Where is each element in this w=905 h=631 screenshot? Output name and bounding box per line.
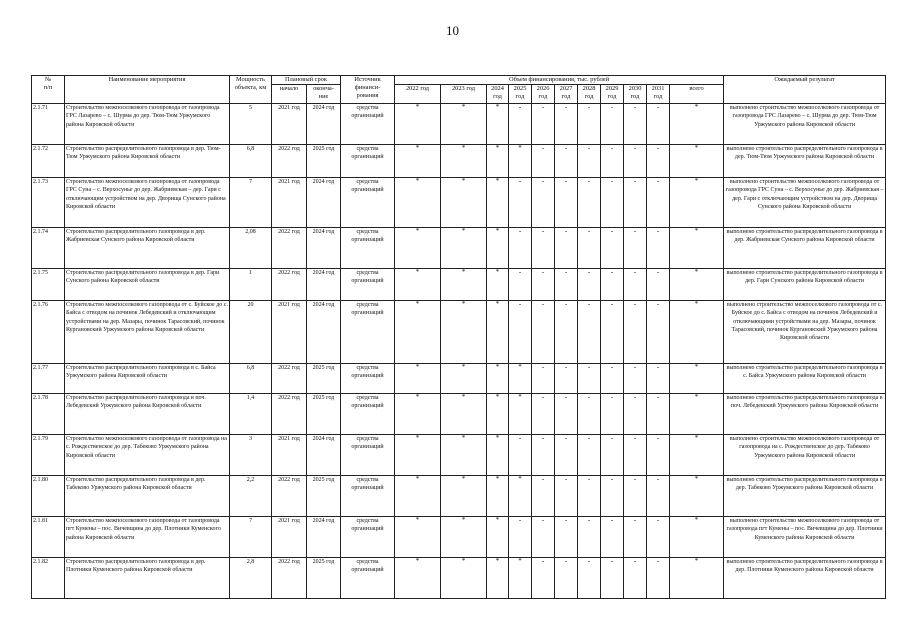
row-number: 2.1.75	[32, 269, 65, 301]
funding-value: -	[578, 228, 601, 269]
funding-value: -	[624, 269, 647, 301]
funding-value: -	[509, 104, 532, 145]
funding-value: -	[509, 228, 532, 269]
start-year: 2022 год	[272, 476, 307, 517]
funding-value: -	[647, 517, 670, 558]
funding-value: -	[532, 145, 555, 178]
row-number: 2.1.71	[32, 104, 65, 145]
row-number: 2.1.77	[32, 364, 65, 394]
funding-value: -	[601, 476, 624, 517]
funding-value: *	[395, 228, 441, 269]
funding-value: -	[555, 301, 578, 364]
measure-name: Строительство распределительного газопровода в дер. Табеково Уржумского района Кировской области	[65, 476, 230, 517]
funding-value: *	[441, 145, 487, 178]
expected-result: выполнено строительство межпоселкового газопровода от газопровода ГРС Суна – с. Верхосунье до дер. Жабриевская – дер. Гари с отключающим устройством на дер. Дворища Сунского района Кировской области	[724, 178, 886, 228]
end-year: 2025 год	[307, 145, 341, 178]
start-year: 2021 год	[272, 301, 307, 364]
header-start: начало	[272, 85, 307, 104]
funding-total: *	[670, 145, 724, 178]
funding-value: -	[601, 301, 624, 364]
funding-value: -	[555, 228, 578, 269]
funding-source: средства организаций	[341, 228, 395, 269]
funding-value: -	[647, 104, 670, 145]
funding-source: средства организаций	[341, 476, 395, 517]
funding-value: -	[578, 476, 601, 517]
funding-value: -	[555, 178, 578, 228]
header-end: оконча- ние	[307, 85, 341, 104]
funding-value: -	[578, 269, 601, 301]
funding-value: *	[487, 558, 509, 599]
funding-value: -	[601, 394, 624, 435]
funding-value: -	[555, 435, 578, 476]
funding-value: -	[555, 517, 578, 558]
funding-total: *	[670, 476, 724, 517]
expected-result: выполнено строительство распределительного газопровода в дер. Жабриевская Сунского района Кировской области	[724, 228, 886, 269]
funding-value: -	[532, 435, 555, 476]
funding-source: средства организаций	[341, 145, 395, 178]
expected-result: выполнено строительство распределительного газопровода в дер. Тюм-Тюм Уржумского района Кировской области	[724, 145, 886, 178]
header-power: Мощность объекта, км	[230, 76, 272, 104]
funding-value: *	[487, 178, 509, 228]
funding-value: -	[601, 228, 624, 269]
header-total: всего	[670, 85, 724, 104]
funding-value: -	[532, 269, 555, 301]
end-year: 2024 год	[307, 178, 341, 228]
funding-source: средства организаций	[341, 301, 395, 364]
measure-name: Строительство распределительного газопровода в с. Байса Уржумского района Кировской области	[65, 364, 230, 394]
start-year: 2021 год	[272, 178, 307, 228]
page-number: 10	[446, 23, 459, 38]
header-source: Источник финанси- рования	[341, 76, 395, 104]
funding-value: -	[555, 558, 578, 599]
funding-value: -	[647, 394, 670, 435]
funding-plan-table	[31, 75, 886, 599]
funding-value: -	[578, 104, 601, 145]
funding-value: *	[441, 269, 487, 301]
funding-value: -	[578, 301, 601, 364]
funding-value: -	[624, 104, 647, 145]
header-2027: 2027 год	[555, 85, 578, 104]
funding-value: -	[509, 517, 532, 558]
table-row	[32, 301, 886, 364]
measure-name: Строительство распределительного газопровода в дер. Жабриевская Сунского района Кировской области	[65, 228, 230, 269]
funding-value: -	[532, 178, 555, 228]
measure-name: Строительство распределительного газопровода в дер. Тюм-Тюм Уржумского района Кировской области	[65, 145, 230, 178]
funding-value: -	[555, 364, 578, 394]
funding-value: -	[555, 269, 578, 301]
funding-value: -	[624, 178, 647, 228]
funding-value: *	[509, 364, 532, 394]
funding-source: средства организаций	[341, 517, 395, 558]
row-number: 2.1.82	[32, 558, 65, 599]
funding-value: *	[395, 517, 441, 558]
funding-value: -	[509, 435, 532, 476]
start-year: 2022 год	[272, 558, 307, 599]
funding-total: *	[670, 178, 724, 228]
end-year: 2025 год	[307, 558, 341, 599]
funding-value: -	[624, 301, 647, 364]
funding-value: -	[601, 178, 624, 228]
funding-value: -	[624, 394, 647, 435]
header-2025: 2025 год	[509, 85, 532, 104]
object-power: 6,8	[230, 145, 272, 178]
header-2023: 2023 год	[441, 85, 487, 104]
header-2026: 2026 год	[532, 85, 555, 104]
funding-value: -	[624, 476, 647, 517]
end-year: 2025 год	[307, 476, 341, 517]
funding-value: *	[487, 301, 509, 364]
header-funding: Объем финансирования, тыс. рублей	[395, 76, 724, 85]
funding-value: -	[624, 364, 647, 394]
funding-source: средства организаций	[341, 269, 395, 301]
funding-value: -	[647, 178, 670, 228]
funding-value: -	[532, 228, 555, 269]
row-number: 2.1.78	[32, 394, 65, 435]
funding-value: *	[441, 301, 487, 364]
table-row	[32, 558, 886, 599]
funding-total: *	[670, 104, 724, 145]
start-year: 2022 год	[272, 364, 307, 394]
header-name: Наименование мероприятия	[65, 76, 230, 104]
funding-value: *	[487, 228, 509, 269]
header-2024: 2024 год	[487, 85, 509, 104]
start-year: 2022 год	[272, 394, 307, 435]
expected-result: выполнено строительство межпоселкового газопровода от газопровода пгт Кумены – пос. Вичевщина до дер. Плотники Куменского района Кировской области	[724, 517, 886, 558]
funding-value: -	[624, 145, 647, 178]
funding-value: *	[395, 558, 441, 599]
funding-value: *	[441, 178, 487, 228]
measure-name: Строительство распределительного газопровода в дер. Гари Сунского района Кировской области	[65, 269, 230, 301]
table-row	[32, 476, 886, 517]
funding-source: средства организаций	[341, 104, 395, 145]
object-power: 1	[230, 269, 272, 301]
table-row	[32, 517, 886, 558]
funding-value: -	[532, 394, 555, 435]
expected-result: выполнено строительство распределительного газопровода в дер. Плотники Куменского района Кировской области	[724, 558, 886, 599]
end-year: 2024 год	[307, 269, 341, 301]
header-num: № п/п	[32, 76, 65, 104]
table-body	[32, 104, 886, 599]
funding-value: -	[624, 228, 647, 269]
funding-value: -	[578, 517, 601, 558]
funding-value: *	[441, 364, 487, 394]
funding-value: -	[601, 145, 624, 178]
header-2029: 2029 год	[601, 85, 624, 104]
funding-value: -	[555, 394, 578, 435]
funding-value: *	[395, 145, 441, 178]
funding-value: -	[578, 364, 601, 394]
funding-value: -	[532, 517, 555, 558]
funding-value: -	[578, 435, 601, 476]
end-year: 2024 год	[307, 228, 341, 269]
table-row	[32, 104, 886, 145]
funding-value: -	[578, 178, 601, 228]
table-header	[32, 76, 886, 104]
row-number: 2.1.81	[32, 517, 65, 558]
measure-name: Строительство распределительного газопровода в дер. Плотники Куменского района Кировской области	[65, 558, 230, 599]
funding-value: -	[624, 517, 647, 558]
table-row	[32, 394, 886, 435]
row-number: 2.1.74	[32, 228, 65, 269]
header-2031: 2031 год	[647, 85, 670, 104]
object-power: 5	[230, 104, 272, 145]
measure-name: Строительство межпоселкового газопровода от с. Буйское до с. Байса с отводом на починок Лебедевский и отключающим устройствами на дер. Мазары, починок Тарасовский, починок Кургановский Уржумского района Кировской области	[65, 301, 230, 364]
funding-value: -	[532, 476, 555, 517]
funding-value: *	[509, 476, 532, 517]
funding-value: *	[487, 364, 509, 394]
funding-value: -	[555, 476, 578, 517]
expected-result: выполнено строительство межпоселкового газопровода от с. Буйское до с. Байса с отводом на починок Лебедевский и отключающими устройствами на дер. Мазары, починок Тарасовский, починок Кургановский Уржумского района Кировской области	[724, 301, 886, 364]
funding-value: *	[441, 435, 487, 476]
funding-value: *	[441, 104, 487, 145]
object-power: 1,4	[230, 394, 272, 435]
header-2030: 2030 год	[624, 85, 647, 104]
funding-value: -	[647, 301, 670, 364]
measure-name: Строительство межпоселкового газопровода от газопровода на с. Рождественское до дер. Табеково Уржумского района Кировской области	[65, 435, 230, 476]
funding-total: *	[670, 228, 724, 269]
measure-name: Строительство межпоселкового газопровода от газопровода ГРС Суна – с. Верхосунье до дер. Жабриевская – дер. Гари с отключающим устройством на дер. Дворища Сунского района Кировской области	[65, 178, 230, 228]
funding-total: *	[670, 558, 724, 599]
start-year: 2021 год	[272, 104, 307, 145]
funding-value: -	[578, 145, 601, 178]
funding-value: -	[509, 301, 532, 364]
end-year: 2024 год	[307, 301, 341, 364]
table-row	[32, 364, 886, 394]
measure-name: Строительство межпоселкового газопровода от газопровода ГРС Лазарево – с. Шурма до дер. Тюм-Тюм Уржумского района Кировской области	[65, 104, 230, 145]
funding-source: средства организаций	[341, 364, 395, 394]
start-year: 2021 год	[272, 435, 307, 476]
funding-value: -	[601, 104, 624, 145]
funding-value: -	[601, 435, 624, 476]
header-2028: 2028 год	[578, 85, 601, 104]
row-number: 2.1.76	[32, 301, 65, 364]
table-row	[32, 178, 886, 228]
funding-value: -	[647, 269, 670, 301]
row-number: 2.1.80	[32, 476, 65, 517]
funding-value: -	[578, 394, 601, 435]
funding-value: -	[532, 301, 555, 364]
funding-total: *	[670, 435, 724, 476]
funding-value: *	[441, 558, 487, 599]
funding-value: *	[441, 476, 487, 517]
row-number: 2.1.79	[32, 435, 65, 476]
funding-value: -	[647, 145, 670, 178]
header-plan-term: Плановый срок	[272, 76, 341, 85]
start-year: 2022 год	[272, 145, 307, 178]
funding-value: *	[441, 394, 487, 435]
measure-name: Строительство распределительного газопровода в поч. Лебедевский Уржумского района Кировской области	[65, 394, 230, 435]
expected-result: выполнено строительство распределительного газопровода в с. Байса Уржумского района Кировской области	[724, 364, 886, 394]
table-row	[32, 435, 886, 476]
funding-value: *	[395, 269, 441, 301]
funding-value: *	[395, 301, 441, 364]
object-power: 3	[230, 435, 272, 476]
funding-value: *	[487, 104, 509, 145]
end-year: 2025 год	[307, 364, 341, 394]
funding-value: *	[487, 435, 509, 476]
end-year: 2024 год	[307, 435, 341, 476]
object-power: 2,2	[230, 476, 272, 517]
row-number: 2.1.72	[32, 145, 65, 178]
funding-value: -	[647, 435, 670, 476]
funding-total: *	[670, 394, 724, 435]
funding-value: -	[624, 558, 647, 599]
funding-value: -	[509, 269, 532, 301]
funding-value: -	[647, 476, 670, 517]
funding-value: -	[532, 364, 555, 394]
funding-value: -	[532, 558, 555, 599]
header-2022: 2022 год	[395, 85, 441, 104]
object-power: 6,8	[230, 364, 272, 394]
funding-value: -	[555, 104, 578, 145]
funding-value: -	[601, 269, 624, 301]
object-power: 20	[230, 301, 272, 364]
funding-value: -	[601, 558, 624, 599]
funding-value: *	[395, 178, 441, 228]
funding-value: *	[395, 364, 441, 394]
funding-value: *	[509, 394, 532, 435]
funding-source: средства организаций	[341, 394, 395, 435]
end-year: 2024 год	[307, 104, 341, 145]
funding-value: -	[509, 178, 532, 228]
funding-value: *	[441, 517, 487, 558]
funding-source: средства организаций	[341, 558, 395, 599]
start-year: 2022 год	[272, 228, 307, 269]
funding-total: *	[670, 269, 724, 301]
measure-name: Строительство межпоселкового газопровода от газопровода пгт Кумены – пос. Вичевщина до дер. Плотники Куменского района Кировской области	[65, 517, 230, 558]
funding-source: средства организаций	[341, 435, 395, 476]
funding-source: средства организаций	[341, 178, 395, 228]
funding-value: *	[395, 435, 441, 476]
end-year: 2025 год	[307, 394, 341, 435]
expected-result: выполнено строительство распределительного газопровода в дер. Гари Сунского района Кировской области	[724, 269, 886, 301]
object-power: 2,08	[230, 228, 272, 269]
expected-result: выполнено строительство распределительного газопровода в поч. Лебедевский Уржумского района Кировской области	[724, 394, 886, 435]
funding-value: -	[601, 517, 624, 558]
expected-result: выполнено строительство межпоселкового газопровода от газопровода ГРС Лазарево – с. Шурма до дер. Тюм-Тюм Уржумского района Кировской области	[724, 104, 886, 145]
funding-value: *	[395, 476, 441, 517]
start-year: 2022 год	[272, 269, 307, 301]
funding-value: *	[487, 145, 509, 178]
expected-result: выполнено строительство межпоселкового газопровода от газопровода на с. Рождественское до дер. Табеково Уржумского района Кировской области	[724, 435, 886, 476]
funding-total: *	[670, 364, 724, 394]
funding-total: *	[670, 301, 724, 364]
funding-value: -	[647, 364, 670, 394]
funding-value: *	[487, 394, 509, 435]
row-number: 2.1.73	[32, 178, 65, 228]
funding-value: *	[395, 104, 441, 145]
funding-value: *	[509, 558, 532, 599]
table-row	[32, 145, 886, 178]
object-power: 7	[230, 178, 272, 228]
funding-value: -	[647, 558, 670, 599]
funding-value: -	[578, 558, 601, 599]
funding-value: *	[441, 228, 487, 269]
funding-value: *	[487, 517, 509, 558]
funding-value: -	[624, 435, 647, 476]
funding-value: -	[555, 145, 578, 178]
expected-result: выполнено строительство распределительного газопровода в дер. Табеково Уржумского района Кировской области	[724, 476, 886, 517]
table-row	[32, 269, 886, 301]
end-year: 2024 год	[307, 517, 341, 558]
funding-value: *	[395, 394, 441, 435]
funding-value: -	[532, 104, 555, 145]
object-power: 7	[230, 517, 272, 558]
funding-value: *	[509, 145, 532, 178]
funding-value: -	[647, 228, 670, 269]
table-row	[32, 228, 886, 269]
funding-total: *	[670, 517, 724, 558]
start-year: 2021 год	[272, 517, 307, 558]
funding-value: -	[601, 364, 624, 394]
header-result: Ожидаемый результат	[724, 76, 886, 104]
funding-value: *	[487, 476, 509, 517]
funding-value: *	[487, 269, 509, 301]
object-power: 2,8	[230, 558, 272, 599]
